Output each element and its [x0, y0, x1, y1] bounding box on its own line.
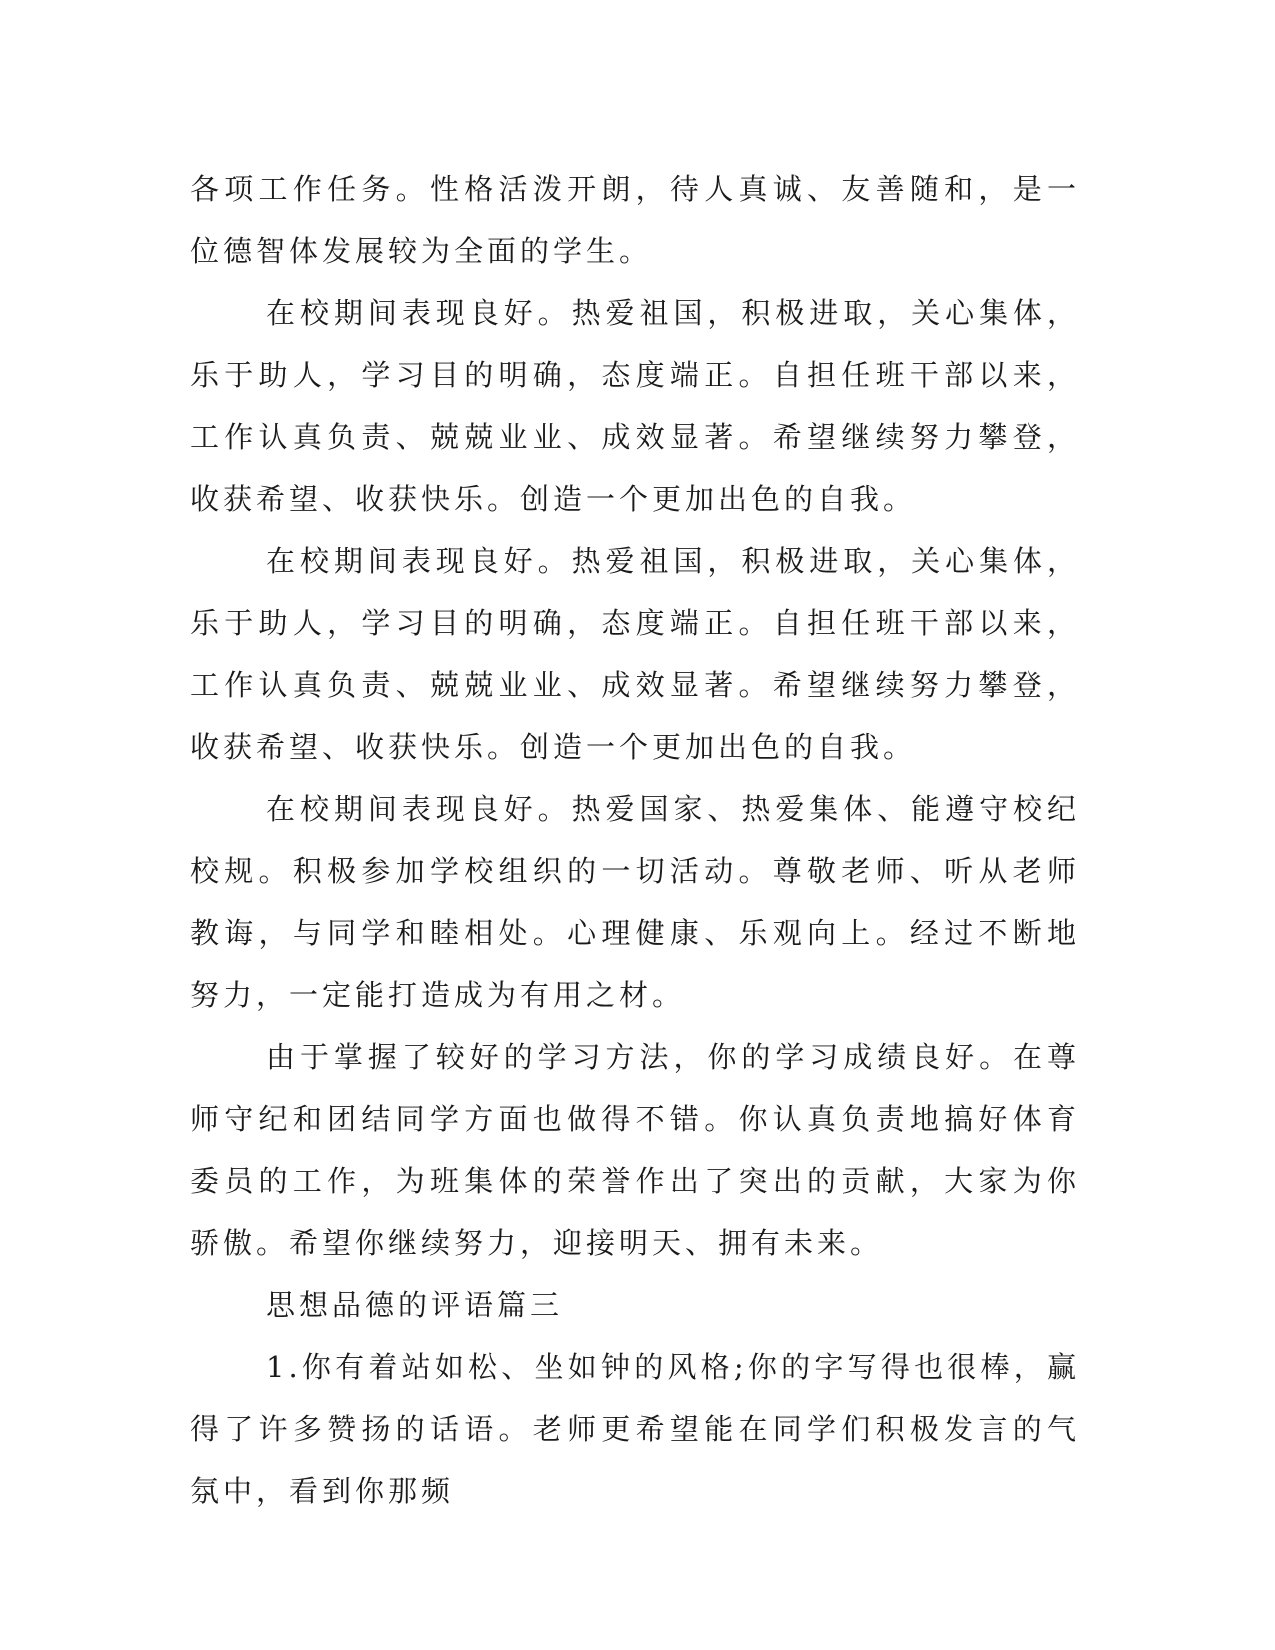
paragraph-1: 各项工作任务。性格活泼开朗，待人真诚、友善随和，是一位德智体发展较为全面的学生。	[190, 172, 1080, 268]
paragraph-5: 由于掌握了较好的学习方法，你的学习成绩良好。在尊师守纪和团结同学方面也做得不错。你认真负责地搞好体育委员的工作，为班集体的荣誉作出了突出的贡献，大家为你骄傲。希望你继续努力，迎接明天、拥有未来。	[190, 1040, 1080, 1260]
section-heading: 思想品德的评语篇三	[266, 1288, 564, 1322]
paragraph-2: 在校期间表现良好。热爱祖国，积极进取，关心集体，乐于助人，学习目的明确，态度端正。自担任班干部以来，工作认真负责、兢兢业业、成效显著。希望继续努力攀登，收获希望、收获快乐。创造一个更加出色的自我。	[190, 296, 1080, 516]
paragraph-3: 在校期间表现良好。热爱祖国，积极进取，关心集体，乐于助人，学习目的明确，态度端正。自担任班干部以来，工作认真负责、兢兢业业、成效显著。希望继续努力攀登，收获希望、收获快乐。创造一个更加出色的自我。	[190, 544, 1080, 764]
document-body	[190, 158, 1080, 1522]
paragraph-6: 1.你有着站如松、坐如钟的风格;你的字写得也很棒，赢得了许多赞扬的话语。老师更希望能在同学们积极发言的气氛中，看到你那频	[190, 1350, 1080, 1508]
paragraph-4: 在校期间表现良好。热爱国家、热爱集体、能遵守校纪校规。积极参加学校组织的一切活动。尊敬老师、听从老师教诲，与同学和睦相处。心理健康、乐观向上。经过不断地努力，一定能打造成为有用之材。	[190, 792, 1080, 1012]
